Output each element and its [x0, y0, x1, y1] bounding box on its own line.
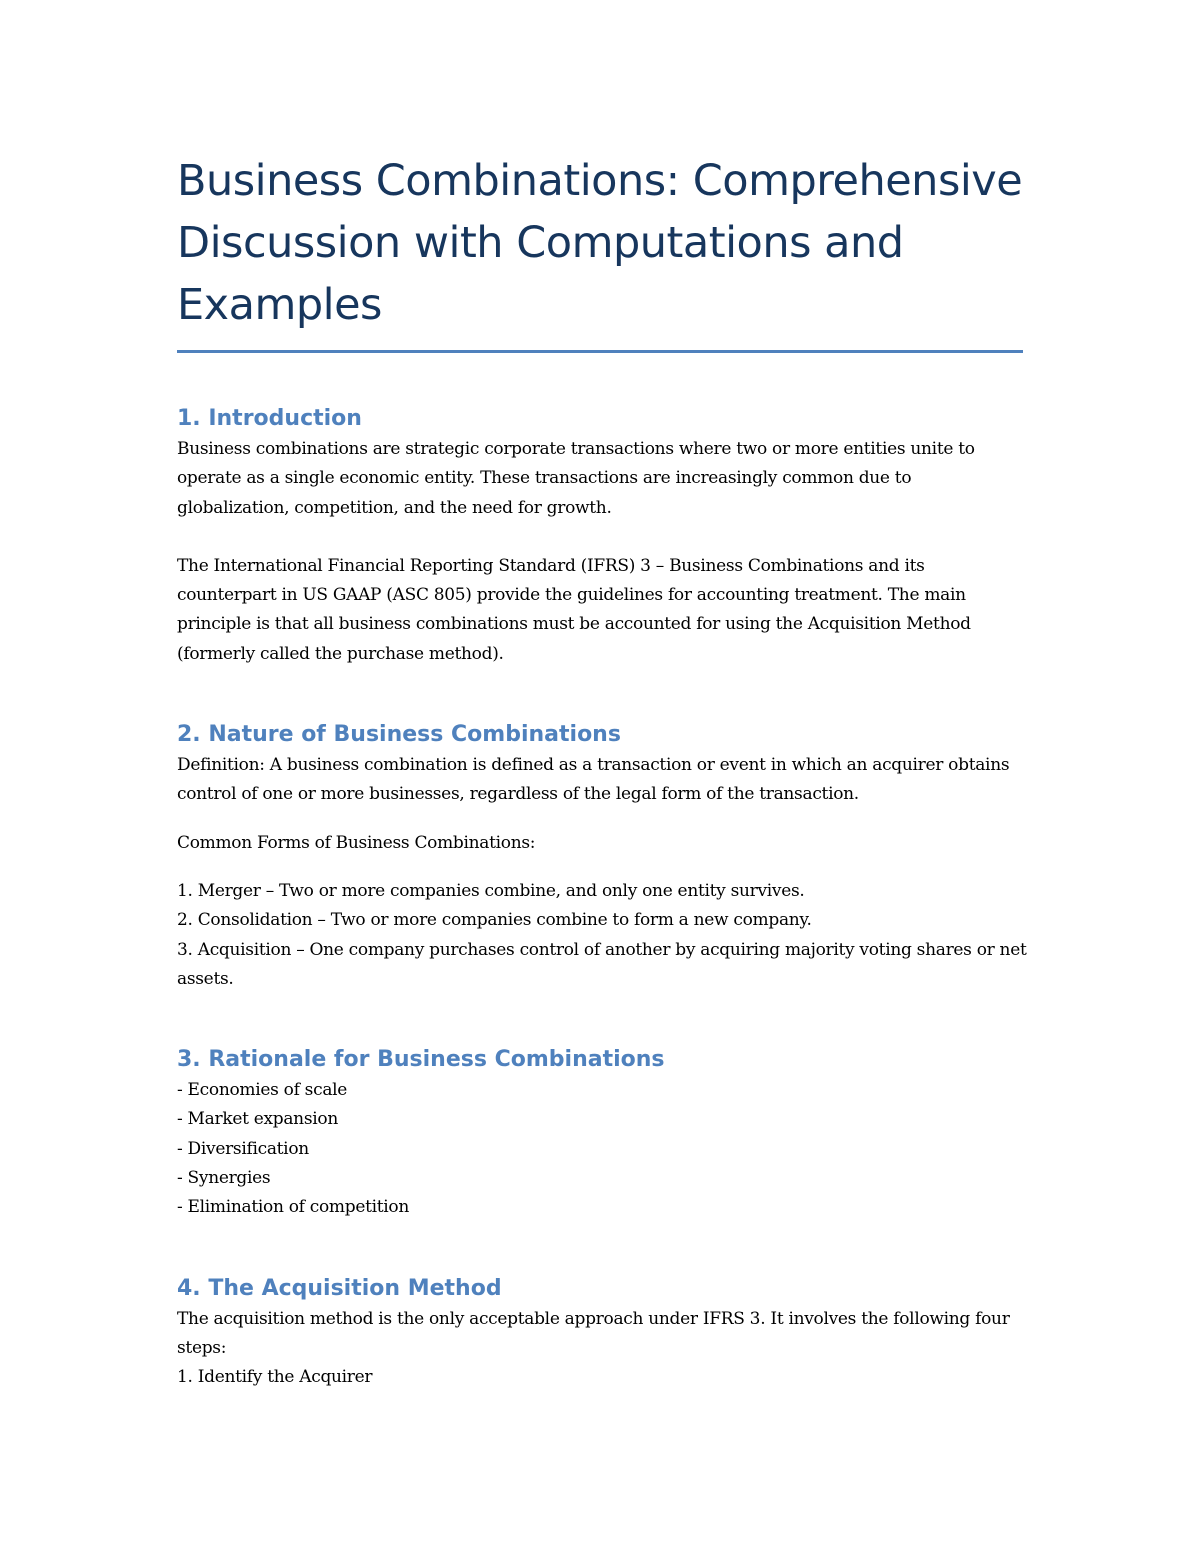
paragraph: Common Forms of Business Combinations: — [177, 832, 536, 853]
paragraph: Definition: A business combination is defined as a transaction or event in which an acquirer obtains control of one or more businesses, regardless of the legal form of the transaction. — [177, 755, 1010, 805]
section-acquisition-method — [177, 1273, 1027, 1393]
section-heading: 2. Nature of Business Combinations — [177, 722, 621, 748]
paragraph: The acquisition method is the only acceptable approach under IFRS 3. It involves the following four steps: — [177, 1308, 1010, 1358]
list-item: - Diversification — [177, 1138, 309, 1159]
section-heading: 1. Introduction — [177, 406, 362, 431]
section-heading: 4. The Acquisition Method — [177, 1275, 502, 1301]
section-introduction — [177, 403, 1027, 669]
section-nature — [177, 719, 1027, 994]
document-page — [177, 150, 1027, 1393]
document-title: Business Combinations: Comprehensive Discussion with Computations and Examples — [177, 156, 1023, 330]
list-item: 1. Merger – Two or more companies combine, and only one entity survives. — [177, 880, 805, 901]
title-underline-rule — [177, 350, 1023, 353]
paragraph: The International Financial Reporting Standard (IFRS) 3 – Business Combinations and its counterpart in US GAAP (ASC 805) provide the guidelines for accounting treatment. The main principle is that all business combinations must be accounted for using the Acquisition Method (formerly called the purchase method). — [177, 555, 971, 664]
list-item: - Elimination of competition — [177, 1197, 409, 1218]
list-item: 3. Acquisition – One company purchases control of another by acquiring majority voting shares or net assets. — [177, 939, 1027, 989]
list-item: - Economies of scale — [177, 1080, 348, 1101]
list-item: 2. Consolidation – Two or more companies combine to form a new company. — [177, 910, 812, 931]
paragraph: Business combinations are strategic corporate transactions where two or more entities unite to operate as a single economic entity. These transactions are increasingly common due to globalization, competition, and the need for growth. — [177, 439, 975, 518]
list-item: 1. Identify the Acquirer — [177, 1367, 373, 1388]
list-item: - Market expansion — [177, 1109, 338, 1130]
section-rationale — [177, 1044, 1027, 1222]
forms-list — [177, 877, 1027, 994]
list-item: - Synergies — [177, 1168, 271, 1189]
section-heading: 3. Rationale for Business Combinations — [177, 1047, 665, 1073]
